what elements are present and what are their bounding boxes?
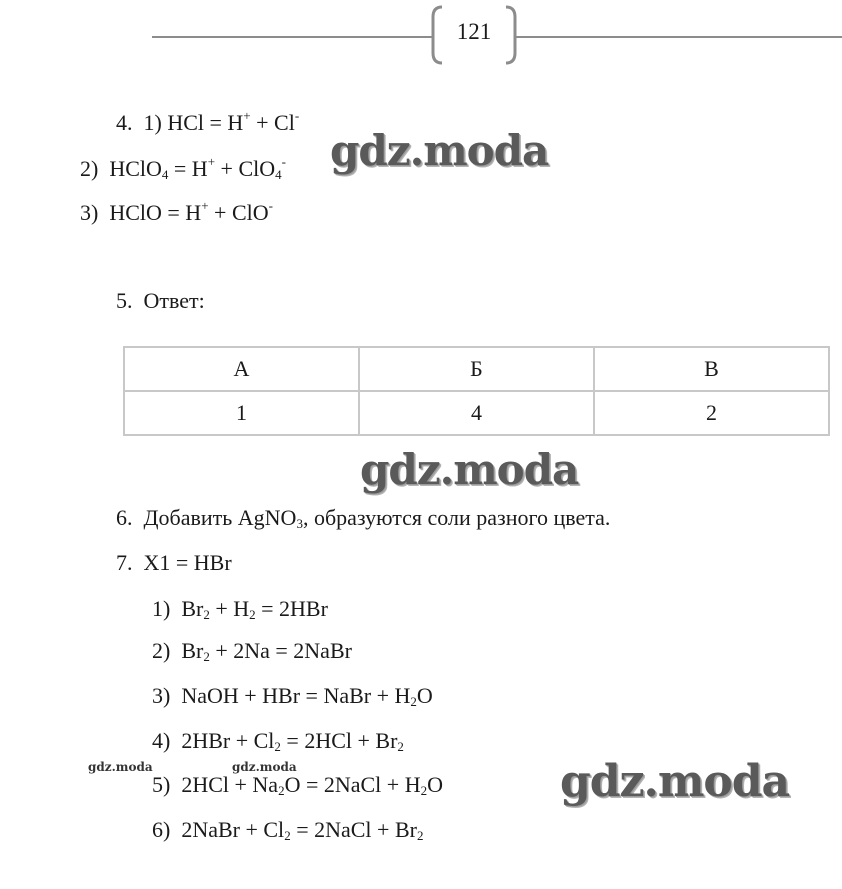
- table-cell: 4: [359, 391, 594, 435]
- page-number-frame: [430, 5, 518, 65]
- q4-number: 4.: [116, 110, 133, 135]
- q4-item-2-sub2: 4: [275, 167, 282, 182]
- answer-table: [123, 346, 830, 436]
- q7-item-5: [152, 772, 443, 798]
- q6-sub: 3: [296, 516, 303, 531]
- q5-label: Ответ:: [143, 288, 205, 313]
- q7-text: X1 = HBr: [143, 550, 232, 575]
- watermark-small: gdz.moda: [232, 760, 297, 774]
- q7-item-5-s1: 2: [278, 783, 285, 798]
- q7-item-3-s1: 2: [410, 694, 417, 709]
- q7-item-3: [152, 683, 433, 709]
- q4-item-1-text2: + Cl: [250, 110, 295, 135]
- q7-item-6-num: 6): [152, 817, 171, 842]
- q7-item-1-num: 1): [152, 596, 171, 621]
- q7-item-6-s1: 2: [284, 828, 291, 843]
- q4-item-3-num: 3): [80, 200, 99, 225]
- q6-text: Добавить AgNO: [143, 505, 297, 530]
- q7-item-5-t2: O = 2NaCl + H: [284, 772, 421, 797]
- q4-item-2-text: HClO: [109, 156, 162, 181]
- q4-item-2-sub: 4: [161, 167, 169, 182]
- header-rule-right: [515, 36, 842, 38]
- table-cell: 1: [124, 391, 359, 435]
- table-row: [124, 391, 829, 435]
- watermark: gdz.moda: [360, 445, 579, 494]
- q7-item-1-t2: + H: [209, 596, 250, 621]
- q6-line: [116, 505, 610, 531]
- q7-item-1: [152, 596, 328, 622]
- q7-item-5-s2: 2: [420, 783, 428, 798]
- q4-item-3-text2: + ClO: [208, 200, 269, 225]
- q4-item-2-sup: +: [207, 153, 216, 169]
- q6-text2: , образуются соли разного цвета.: [302, 505, 611, 530]
- q7-item-1-t1: Br: [181, 596, 204, 621]
- q7-item-4-num: 4): [152, 728, 171, 753]
- q4-item-2-text2: = H: [168, 156, 208, 181]
- page-number: 121: [456, 19, 492, 44]
- table-cell: 2: [594, 391, 829, 435]
- q7-item-5-t3: O: [427, 772, 443, 797]
- q4-item-2-text3: + ClO: [215, 156, 276, 181]
- q7-item-3-num: 3): [152, 683, 171, 708]
- q7-item-6-s2: 2: [416, 828, 424, 843]
- watermark: gdz.moda: [560, 756, 790, 807]
- q4-item-3-sup: +: [201, 197, 209, 213]
- table-row: [124, 347, 829, 391]
- q5-heading: [116, 288, 205, 314]
- table-header-cell: А: [124, 347, 359, 391]
- q4-item-2-num: 2): [80, 156, 99, 181]
- q5-number: 5.: [116, 288, 133, 313]
- q7-item-4-s2: 2: [397, 739, 404, 754]
- q7-item-6-t2: = 2NaCl + Br: [290, 817, 417, 842]
- q6-number: 6.: [116, 505, 133, 530]
- q7-item-5-num: 5): [152, 772, 171, 797]
- q7-item-3-t2: O: [416, 683, 433, 708]
- q7-item-2-num: 2): [152, 638, 171, 663]
- q4-item-2-sup2: -: [281, 153, 286, 169]
- table-header-cell: Б: [359, 347, 594, 391]
- q4-item-1-sup2: -: [294, 107, 300, 123]
- q7-item-1-s2: 2: [249, 607, 256, 622]
- table-header-cell: В: [594, 347, 829, 391]
- watermark-small: gdz.moda: [88, 760, 153, 774]
- q7-item-6-t1: 2NaBr + Cl: [181, 817, 285, 842]
- q4-item-1-sup: +: [243, 107, 251, 123]
- q7-item-2-t2: + 2Na = 2NaBr: [209, 638, 352, 663]
- q7-item-2: [152, 638, 352, 664]
- q4-item-3-text: HClO = H: [109, 200, 202, 225]
- q7-item-6: [152, 817, 423, 843]
- q4-item-1-text: HCl = H: [167, 110, 244, 135]
- q7-item-2-s1: 2: [203, 649, 210, 664]
- q4-item-3: [80, 197, 273, 226]
- q7-item-1-t3: = 2HBr: [255, 596, 328, 621]
- q7-item-3-t1: NaOH + HBr = NaBr + H: [181, 683, 411, 708]
- q7-heading: [116, 550, 232, 576]
- q7-item-4-s1: 2: [274, 739, 281, 754]
- q4-item-1: [116, 107, 300, 136]
- q7-number: 7.: [116, 550, 133, 575]
- q7-item-5-t1: 2HCl + Na: [181, 772, 279, 797]
- q7-item-2-t1: Br: [181, 638, 204, 663]
- watermark: gdz.moda: [330, 126, 549, 175]
- q7-item-4: [152, 728, 404, 754]
- q7-item-4-t1: 2HBr + Cl: [181, 728, 275, 753]
- q7-item-1-s1: 2: [203, 607, 210, 622]
- q4-item-1-num: 1): [143, 110, 162, 135]
- q4-item-3-sup2: -: [268, 197, 273, 213]
- q4-item-2: [80, 153, 286, 182]
- q7-item-4-t2: = 2HCl + Br: [280, 728, 398, 753]
- header-rule-left: [152, 36, 434, 38]
